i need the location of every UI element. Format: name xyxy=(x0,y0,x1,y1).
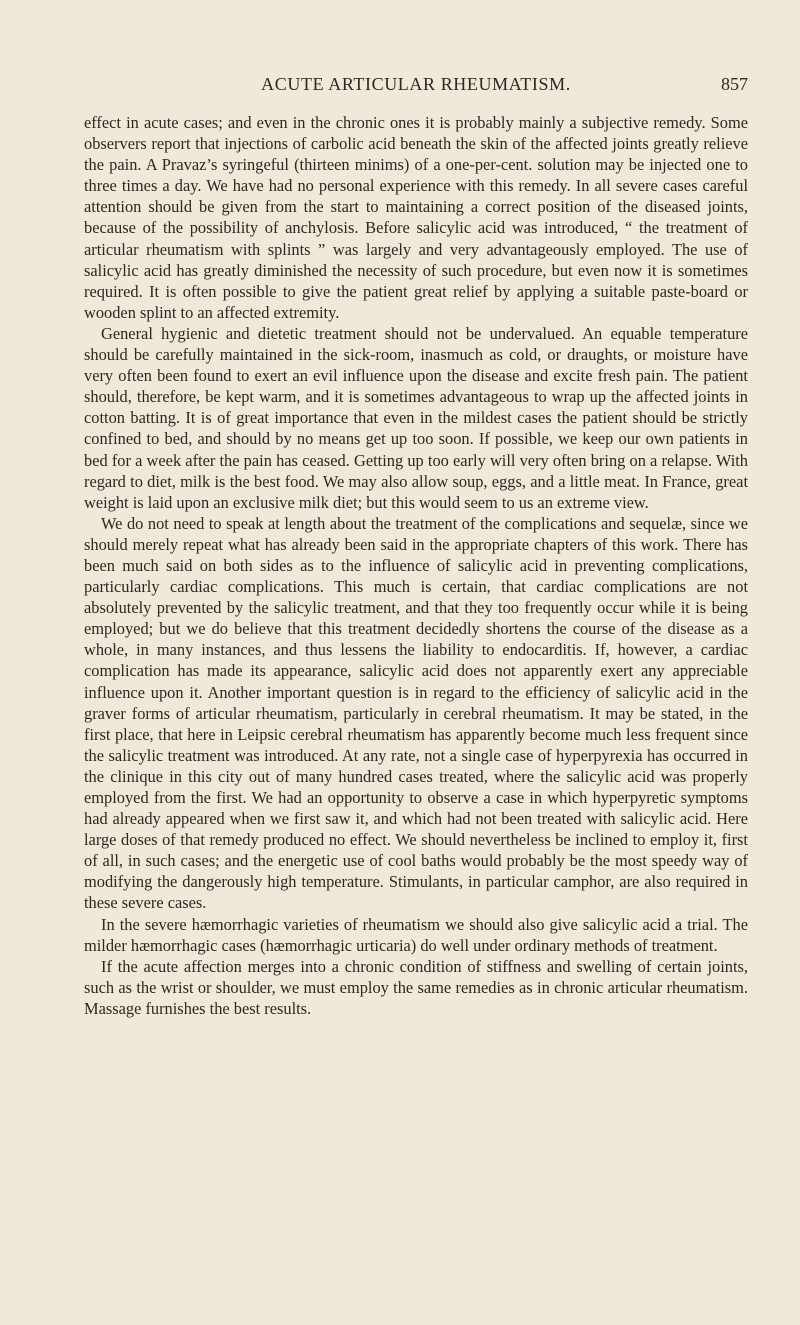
paragraph-continuation: effect in acute cases; and even in the chronic ones it is probably mainly a subjective remedy. Some observers report that injections of carbolic acid beneath the skin of the affected joints greatly relieve the pain. A Pravaz’s syringeful (thirteen minims) of a one-per-cent. solution may be injected one to three times a day. We have had no personal experience with this remedy. In all severe cases careful attention should be given from the start to maintaining a correct position of the diseased joints, because of the possibility of anchylosis. Before salicylic acid was introduced, “ the treatment of articular rheumatism with splints ” was largely and very advantageously employed. The use of salicylic acid has greatly diminished the necessity of such procedure, but even now it is sometimes required. It is often possible to give the patient great relief by applying a suitable paste-board or wooden splint to an affected extremity. xyxy=(84,113,748,322)
paragraph-hygienic-treatment: General hygienic and dietetic treatment should not be undervalued. An equable temperature should be carefully maintained in the sick-room, inasmuch as cold, or draughts, or moisture have very often been found to exert an evil influence upon the disease and excite fresh pain. The patient should, therefore, be kept warm, and it is sometimes advantageous to wrap up the affected joints in cotton batting. It is of great importance that even in the mildest cases the patient should be strictly confined to bed, and should by no means get up too soon. If possible, we keep our own patients in bed for a week after the pain has ceased. Getting up too early will very often bring on a relapse. With regard to diet, milk is the best food. We may also allow soup, eggs, and a little meat. In France, great weight is laid upon an exclusive milk diet; but this would seem to us an extreme view. xyxy=(84,323,748,512)
running-head xyxy=(84,72,748,96)
body-text xyxy=(84,112,748,1019)
page-number: 857 xyxy=(721,74,748,94)
paragraph-haemorrhagic: In the severe hæmorrhagic varieties of rheumatism we should also give salicylic acid a trial. The milder hæmorrhagic cases (hæmorrhagic urticaria) do well under ordinary methods of treatment. xyxy=(84,914,748,955)
chapter-title: ACUTE ARTICULAR RHEUMATISM. xyxy=(261,74,571,94)
paragraph-complications: We do not need to speak at length about the treatment of the complications and sequelæ, since we should merely repeat what has already been said in the appropriate chapters of this work. There has been much said on both sides as to the influence of salicylic acid in preventing complications, particularly cardiac complications. This much is certain, that cardiac complications are not absolutely prevented by the salicylic treatment, and that they too frequently occur while it is being employed; but we do believe that this treatment decidedly shortens the course of the disease as a whole, in many instances, and thus lessens the liability to endocarditis. If, however, a cardiac complication has made its appearance, salicylic acid does not apparently exert any appreciable influence upon it. Another important question is in regard to the efficiency of salicylic acid in the graver forms of articular rheumatism, particularly in cerebral rheumatism. It may be stated, in the first place, that here in Leipsic cerebral rheumatism has apparently become much less frequent since the salicylic treatment was introduced. At any rate, not a single case of hyperpyrexia has occurred in the clinique in this city out of many hundred cases treated, where the salicylic acid was properly employed from the first. We had an opportunity to observe a case in which hyperpyretic symptoms had already appeared when we first saw it, and which had not been treated with salicylic acid. Here large doses of that remedy produced no effect. We should nevertheless be inclined to employ it, first of all, in such cases; and the energetic use of cool baths would probably be the most speedy way of modifying the dangerously high temperature. Stimulants, in particular camphor, are also required in these severe cases. xyxy=(84,513,748,913)
paragraph-chronic: If the acute affection merges into a chronic condition of stiffness and swelling of certain joints, such as the wrist or shoulder, we must employ the same remedies as in chronic articular rheumatism. Massage furnishes the best results. xyxy=(84,956,748,1018)
